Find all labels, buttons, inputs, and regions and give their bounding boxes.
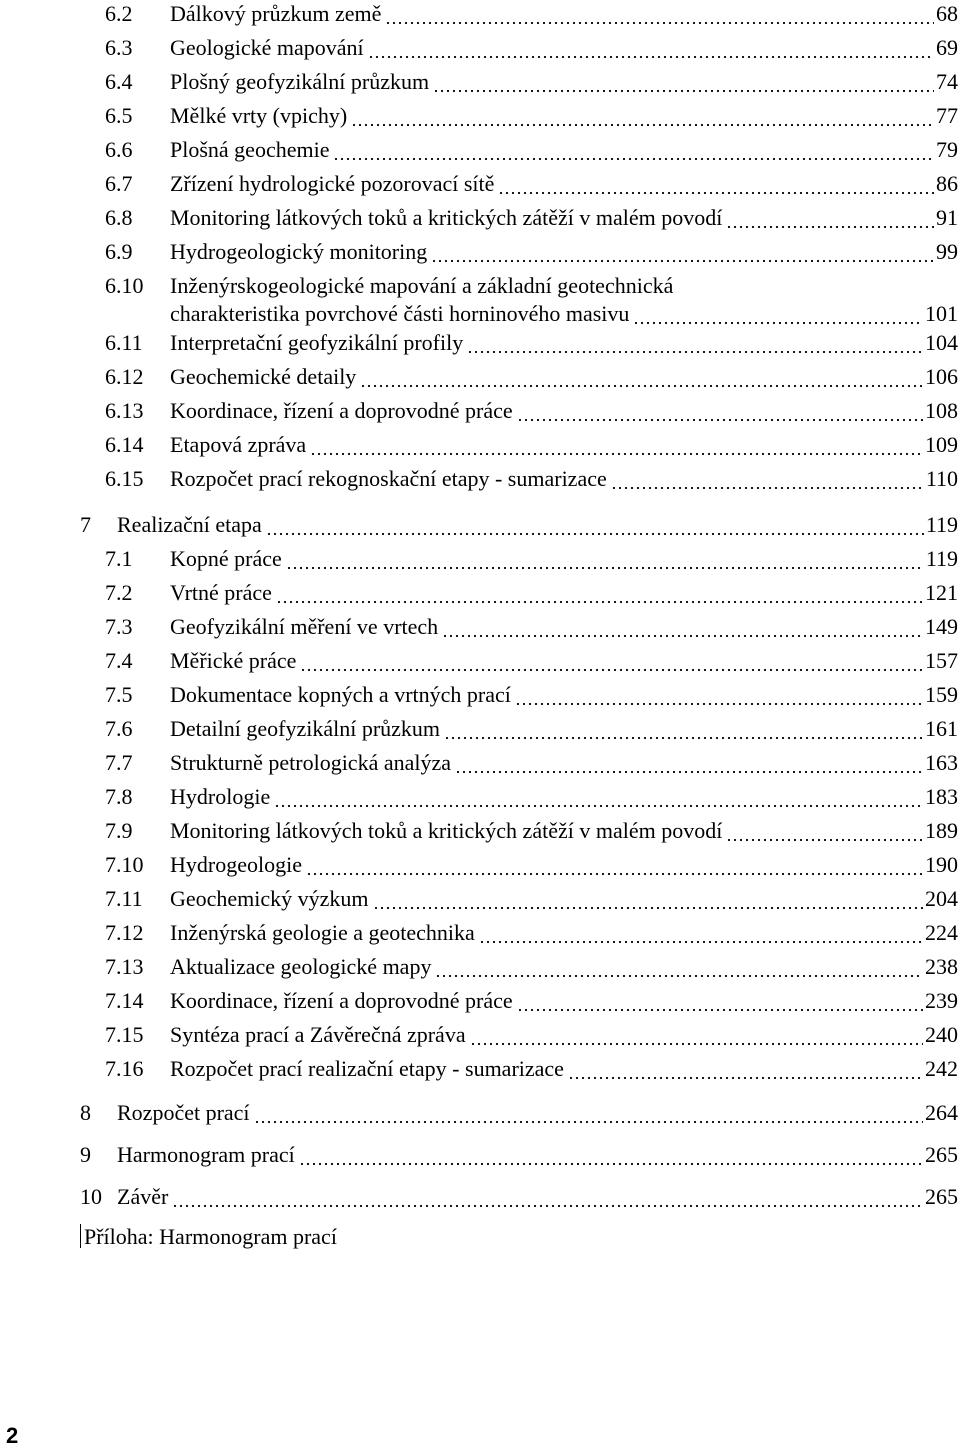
toc-entry-page: 264 xyxy=(925,1100,958,1125)
toc-entry-page: 119 xyxy=(925,512,958,537)
toc-entry-page: 239 xyxy=(925,988,958,1013)
toc-leader-dots xyxy=(455,750,923,776)
appendix-line xyxy=(80,1224,337,1250)
toc-entry-page: 224 xyxy=(925,920,958,945)
toc-entry-page: 149 xyxy=(925,614,958,639)
toc-entry-page: 242 xyxy=(925,1056,958,1081)
toc-entry-title: Rozpočet prací xyxy=(117,1100,250,1125)
toc-entry-number: 6.9 xyxy=(105,239,133,264)
toc-entry-title: Plošný geofyzikální průzkum xyxy=(170,69,430,94)
toc-entry-page: 79 xyxy=(936,137,958,162)
toc-entry-page: 265 xyxy=(925,1142,958,1167)
toc-entry-page: 119 xyxy=(925,546,958,571)
toc-entry-number: 6.2 xyxy=(105,1,133,26)
toc-entry-page: 189 xyxy=(925,818,958,843)
toc-entry-title: Strukturně petrologická analýza xyxy=(170,750,452,775)
toc-entry-number: 6.5 xyxy=(105,103,133,128)
toc-entry-number: 9 xyxy=(80,1142,91,1167)
toc-entry-page: 74 xyxy=(936,69,958,94)
toc-entry-number: 7.12 xyxy=(105,920,144,945)
toc-entry-page: 240 xyxy=(925,1022,958,1047)
toc-entry-title: Etapová zpráva xyxy=(170,432,307,457)
toc-entry-title: Dálkový průzkum země xyxy=(170,1,382,26)
toc-entry-title: Mělké vrty (vpichy) xyxy=(170,103,348,128)
toc-leader-dots xyxy=(310,432,923,458)
toc-leader-dots xyxy=(515,682,923,708)
toc-entry-number: 7.16 xyxy=(105,1056,144,1081)
toc-leader-dots xyxy=(517,988,923,1014)
toc-entry-title: Plošná geochemie xyxy=(170,137,330,162)
toc-entry-page: 265 xyxy=(925,1184,958,1209)
toc-entry-number: 6.11 xyxy=(105,330,143,355)
toc-entry-page: 109 xyxy=(925,432,958,457)
toc-entry-number: 6.4 xyxy=(105,69,133,94)
toc-leader-dots xyxy=(633,301,923,327)
toc-entry-title: Inženýrskogeologické mapování a základní geotechnická xyxy=(170,273,674,298)
toc-entry-page: 68 xyxy=(936,1,958,26)
toc-entry-page: 99 xyxy=(936,239,958,264)
toc-entry-title: Kopné práce xyxy=(170,546,282,571)
toc-entry-title: Realizační etapa xyxy=(117,512,262,537)
toc-entry-number: 7.15 xyxy=(105,1022,144,1047)
toc-entry-title-continued: charakteristika povrchové části horninového masivu xyxy=(170,301,630,326)
toc-entry-number: 6.15 xyxy=(105,466,144,491)
toc-entry-title: Monitoring látkových toků a kritických zátěží v malém povodí xyxy=(170,818,723,843)
toc-entry-number: 7.2 xyxy=(105,580,133,605)
toc-entry-number: 7 xyxy=(80,512,91,537)
cursor-bar xyxy=(80,1224,81,1248)
toc-leader-dots xyxy=(498,171,934,197)
toc-entry-number: 6.12 xyxy=(105,364,144,389)
toc-entry-number: 6.13 xyxy=(105,398,144,423)
toc-entry-title: Měřické práce xyxy=(170,648,297,673)
toc-leader-dots xyxy=(611,466,924,492)
toc-entry-number: 7.11 xyxy=(105,886,143,911)
toc-entry-title: Aktualizace geologické mapy xyxy=(170,954,432,979)
toc-entry-title: Geochemický výzkum xyxy=(170,886,369,911)
toc-entry-page: 159 xyxy=(925,682,958,707)
toc-entry-page: 86 xyxy=(936,171,958,196)
toc-entry-title: Inženýrská geologie a geotechnika xyxy=(170,920,475,945)
toc-leader-dots xyxy=(467,330,923,356)
toc-entry-title: Harmonogram prací xyxy=(117,1142,295,1167)
toc-entry-title: Detailní geofyzikální průzkum xyxy=(170,716,441,741)
toc-leader-dots xyxy=(286,546,924,572)
toc-entry-page: 104 xyxy=(925,330,958,355)
toc-entry-number: 7.6 xyxy=(105,716,133,741)
toc-entry-title: Hydrogeologický monitoring xyxy=(170,239,428,264)
toc-leader-dots xyxy=(351,103,934,129)
toc-leader-dots xyxy=(306,852,923,878)
appendix-text: Příloha: Harmonogram prací xyxy=(84,1224,337,1249)
toc-entry-page: 101 xyxy=(925,301,958,326)
toc-entry-number: 6.3 xyxy=(105,35,133,60)
toc-leader-dots xyxy=(172,1184,923,1210)
toc-entry-title: Geochemické detaily xyxy=(170,364,357,389)
toc-entry-number: 7.8 xyxy=(105,784,133,809)
toc-entry-title: Hydrologie xyxy=(170,784,271,809)
toc-entry-page: 190 xyxy=(925,852,958,877)
toc-leader-dots xyxy=(470,1022,923,1048)
toc-entry-page: 157 xyxy=(925,648,958,673)
toc-entry-page: 183 xyxy=(925,784,958,809)
toc-entry-title: Zřízení hydrologické pozorovací sítě xyxy=(170,171,495,196)
toc-entry-page: 204 xyxy=(925,886,958,911)
toc-entry-title: Hydrogeologie xyxy=(170,852,302,877)
toc-leader-dots xyxy=(300,648,923,674)
toc-entry-page: 108 xyxy=(925,398,958,423)
toc-entry-number: 6.7 xyxy=(105,171,133,196)
toc-entry-number: 7.13 xyxy=(105,954,144,979)
toc-entry-title: Vrtné práce xyxy=(170,580,272,605)
toc-entry-number: 7.3 xyxy=(105,614,133,639)
toc-leader-dots xyxy=(368,35,934,61)
toc-leader-dots xyxy=(333,137,934,163)
toc-leader-dots xyxy=(435,954,923,980)
toc-entry-number: 6.6 xyxy=(105,137,133,162)
toc-entry-number: 6.14 xyxy=(105,432,144,457)
toc-entry-number: 7.1 xyxy=(105,546,133,571)
toc-entry-page: 121 xyxy=(925,580,958,605)
toc-entry-page: 110 xyxy=(925,466,958,491)
toc-entry-number: 7.9 xyxy=(105,818,133,843)
toc-leader-dots xyxy=(568,1056,923,1082)
toc-leader-dots xyxy=(254,1100,923,1126)
toc-leader-dots xyxy=(385,1,934,27)
toc-entry-number: 7.10 xyxy=(105,852,144,877)
toc-leader-dots xyxy=(433,69,934,95)
toc-leader-dots xyxy=(266,512,924,538)
toc-entry-number: 7.5 xyxy=(105,682,133,707)
toc-leader-dots xyxy=(299,1142,923,1168)
toc-leader-dots xyxy=(726,818,923,844)
toc-entry-page: 163 xyxy=(925,750,958,775)
page-number: 2 xyxy=(6,1423,19,1448)
toc-entry-page: 91 xyxy=(936,205,958,230)
toc-entry-number: 6.10 xyxy=(105,273,144,298)
toc-entry-title: Dokumentace kopných a vrtných prací xyxy=(170,682,511,707)
toc-entry-title: Geologické mapování xyxy=(170,35,364,60)
toc-entry-title: Syntéza prací a Závěrečná zpráva xyxy=(170,1022,466,1047)
toc-entry-page: 77 xyxy=(936,103,958,128)
toc-leader-dots xyxy=(444,716,923,742)
toc-entry-number: 6.8 xyxy=(105,205,133,230)
toc-entry-number: 10 xyxy=(80,1184,102,1209)
toc-entry-page: 69 xyxy=(936,35,958,60)
toc-entry-number: 8 xyxy=(80,1100,91,1125)
toc-leader-dots xyxy=(442,614,923,640)
toc-entry-title: Koordinace, řízení a doprovodné práce xyxy=(170,398,513,423)
toc-entry-title: Koordinace, řízení a doprovodné práce xyxy=(170,988,513,1013)
toc-entry-page: 106 xyxy=(925,364,958,389)
toc-entry-number: 7.7 xyxy=(105,750,133,775)
toc-entry-page: 238 xyxy=(925,954,958,979)
toc-entry-title: Rozpočet prací realizační etapy - sumarizace xyxy=(170,1056,564,1081)
toc-entry-title: Monitoring látkových toků a kritických zátěží v malém povodí xyxy=(170,205,723,230)
toc-leader-dots xyxy=(360,364,923,390)
toc-leader-dots xyxy=(373,886,923,912)
toc-entry-number: 7.4 xyxy=(105,648,133,673)
toc-leader-dots xyxy=(726,205,934,231)
toc-leader-dots xyxy=(479,920,923,946)
toc-leader-dots xyxy=(274,784,923,810)
toc-leader-dots xyxy=(517,398,923,424)
toc-entry-title: Interpretační geofyzikální profily xyxy=(170,330,464,355)
toc-leader-dots xyxy=(431,239,934,265)
toc-entry-title: Rozpočet prací rekognoskační etapy - sumarizace xyxy=(170,466,607,491)
toc-entry-number: 7.14 xyxy=(105,988,144,1013)
toc-entry-title: Závěr xyxy=(117,1184,169,1209)
toc-entry-page: 161 xyxy=(925,716,958,741)
toc-entry-title: Geofyzikální měření ve vrtech xyxy=(170,614,439,639)
toc-leader-dots xyxy=(276,580,923,606)
